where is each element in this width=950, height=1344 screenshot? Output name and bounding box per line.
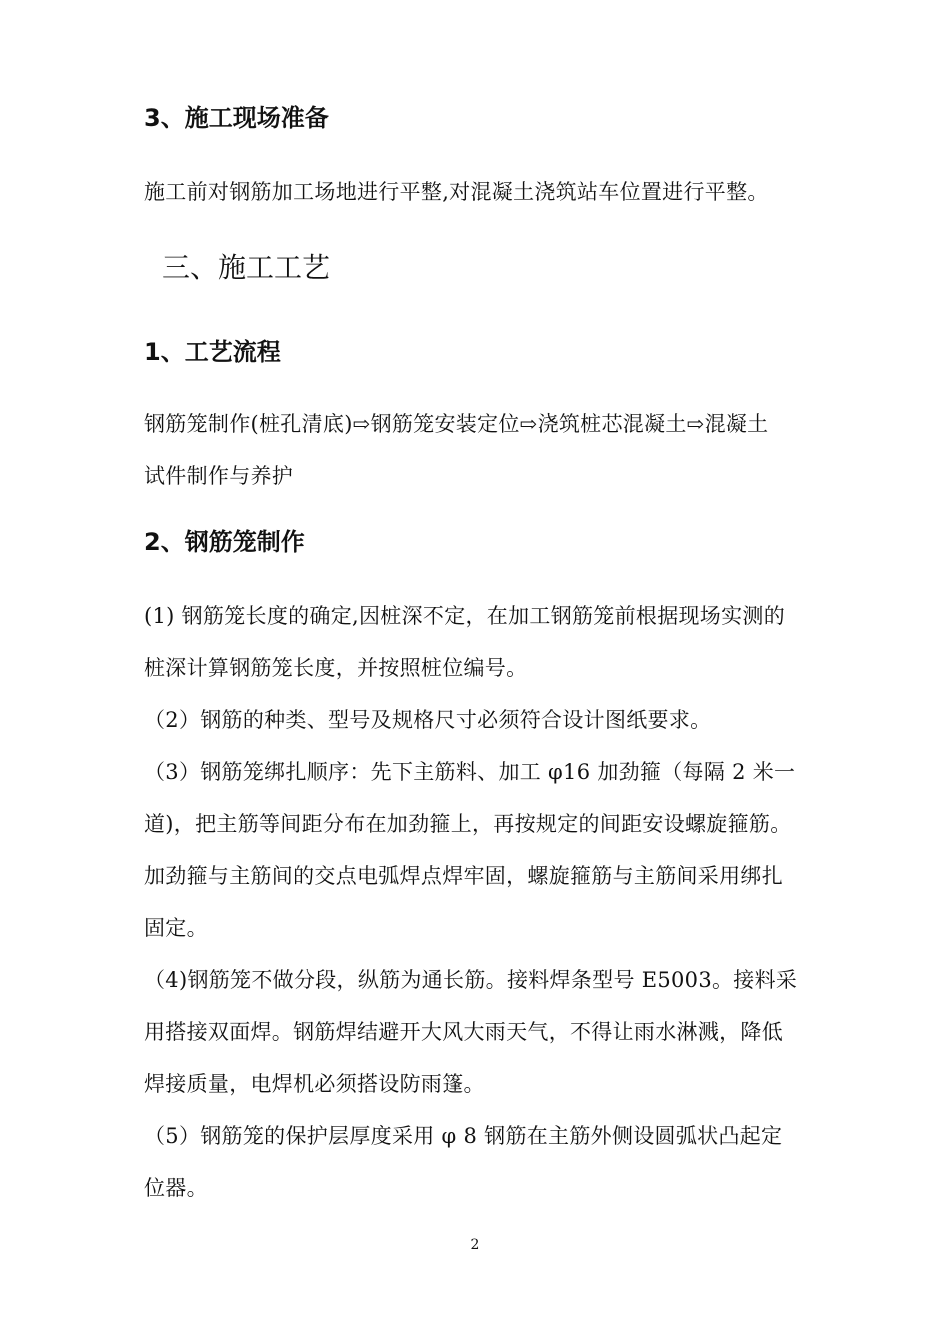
text-line: （2）钢筋的种类、型号及规格尺寸必须符合设计图纸要求。 [144,708,712,732]
text-line: （5）钢筋笼的保护层厚度采用 φ 8 钢筋在主筋外侧设圆弧状凸起定 [144,1124,783,1148]
heading-site-preparation: 3、施工现场准备 [144,104,329,132]
heading-process-flow: 1、工艺流程 [144,338,281,366]
heading-cage-fabrication: 2、钢筋笼制作 [144,528,305,556]
text-line: 施工前对钢筋加工场地进行平整,对混凝土浇筑站车位置进行平整。 [144,180,769,204]
text-line: 试件制作与养护 [144,464,294,488]
paragraph-process-flow [144,398,824,502]
text-line: (1) 钢筋笼长度的确定,因桩深不定，在加工钢筋笼前根据现场实测的 [144,604,785,628]
text-line: 加劲箍与主筋间的交点电弧焊点焊牢固，螺旋箍筋与主筋间采用绑扎 [144,864,783,888]
page-number: 2 [470,1237,480,1253]
text-line: 钢筋笼制作(桩孔清底)⇨钢筋笼安装定位⇨浇筑桩芯混凝土⇨混凝土 [144,412,769,436]
text-line: 桩深计算钢筋笼长度，并按照桩位编号。 [144,656,528,680]
paragraph-site-preparation [144,166,824,218]
text-line: （3）钢筋笼绑扎顺序：先下主筋料、加工 φ16 加劲箍（每隔 2 米一 [144,760,796,784]
text-line: 用搭接双面焊。钢筋焊结避开大风大雨天气，不得让雨水淋溅，降低 [144,1020,783,1044]
text-line: 道)，把主筋等间距分布在加劲箍上，再按规定的间距安设螺旋箍筋。 [144,812,792,836]
paragraph-cage-fabrication [144,590,824,1214]
text-line: 焊接质量，电焊机必须搭设防雨篷。 [144,1072,485,1096]
text-line: （4)钢筋笼不做分段，纵筋为通长筋。接料焊条型号 E5003。接料采 [144,968,798,992]
text-line: 位器。 [144,1176,208,1200]
text-line: 固定。 [144,916,208,940]
section-title-construction-process: 三、施工工艺 [162,251,331,284]
